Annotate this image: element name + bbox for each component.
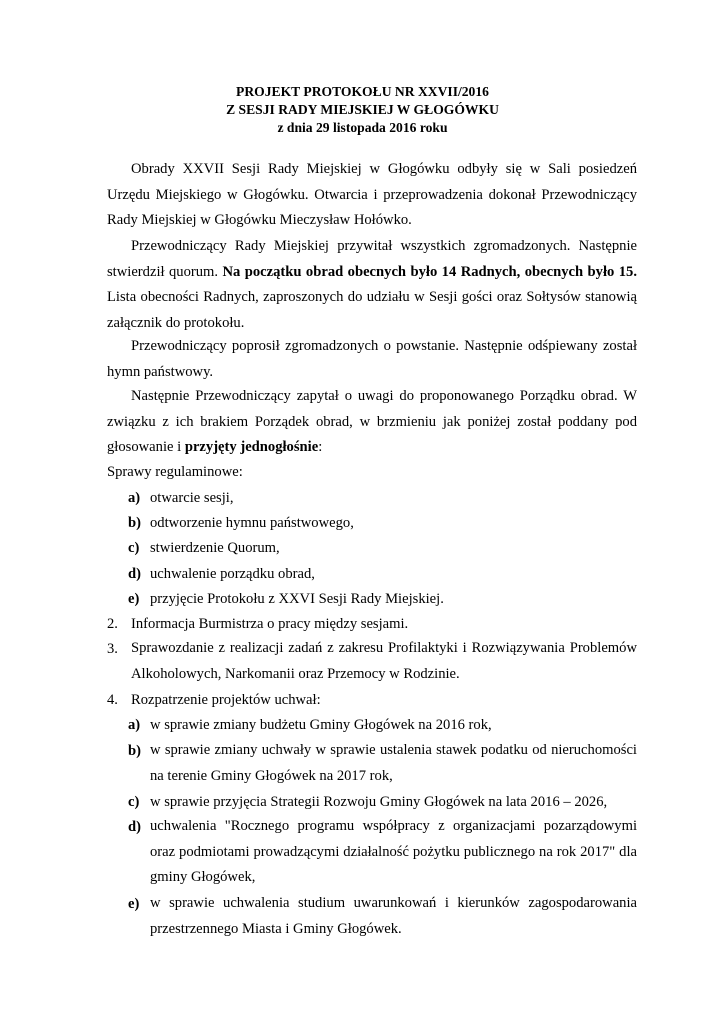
agenda-4a-label: a) [128, 717, 141, 733]
agenda-1c-text: stwierdzenie Quorum, [150, 540, 280, 556]
agenda-4c-text: w sprawie przyjęcia Strategii Rozwoju Gminy Głogówek na lata 2016 – 2026, [150, 794, 608, 810]
agenda-4a-text: w sprawie zmiany budżetu Gminy Głogówek na 2016 rok, [150, 717, 492, 733]
paragraph-anthem: Przewodniczący poprosił zgromadzonych o powstanie. Następnie odśpiewany został hymn państwowy. [107, 338, 637, 380]
agenda-4d-label: d) [128, 819, 141, 835]
title-line-1: PROJEKT PROTOKOŁU NR XXVII/2016 [236, 84, 489, 99]
agenda-item-2-number: 2. [107, 616, 118, 632]
agenda-section-1-label: Sprawy regulaminowe: [107, 464, 243, 480]
agenda-item-2-text: Informacja Burmistrza o pracy między sesjami. [131, 616, 409, 632]
agenda-4d-text: uchwalenia "Rocznego programu współpracy z organizacjami pozarządowymi oraz podmiotami prowadzącymi działalność pożytku publicznego na rok 2017" dla gminy Głogówek, [150, 818, 637, 886]
agenda-4c-label: c) [128, 794, 140, 810]
agenda-4b-text: w sprawie zmiany uchwały w sprawie ustalenia stawek podatku od nieruchomości na terenie Gminy Głogówek na 2017 rok, [150, 742, 637, 784]
agenda-4e-label: e) [128, 896, 140, 912]
paragraph-agenda-vote [107, 384, 637, 461]
agenda-1e-label: e) [128, 591, 140, 607]
agenda-item-4-number: 4. [107, 692, 118, 708]
title-line-2: Z SESJI RADY MIEJSKIEJ W GŁOGÓWKU [226, 102, 499, 117]
agenda-item-4-text: Rozpatrzenie projektów uchwał: [131, 692, 321, 708]
agenda-4e-text: w sprawie uchwalenia studium uwarunkowań i kierunków zagospodarowania przestrzennego Miasta i Gminy Głogówek. [150, 895, 637, 937]
agenda-1e-text: przyjęcie Protokołu z XXVI Sesji Rady Miejskiej. [150, 591, 444, 607]
agenda-1c-label: c) [128, 540, 140, 556]
quorum-attendance-bold: Na początku obrad obecnych było 14 Radnych, obecnych było 15. [222, 263, 637, 280]
agenda-item-3-text: Sprawozdanie z realizacji zadań z zakresu Profilaktyki i Rozwiązywania Problemów Alkoholowych, Narkomanii oraz Przemocy w Rodzinie. [131, 640, 637, 682]
agenda-vote-text-end: : [318, 439, 323, 456]
title-line-3: z dnia 29 listopada 2016 roku [277, 120, 448, 135]
quorum-text-end: Lista obecności Radnych, zaproszonych do udziału w Sesji gości oraz Sołtysów stanowią załącznik do protokołu. [107, 289, 637, 331]
agenda-vote-result-bold: przyjęty jednogłośnie [184, 439, 319, 456]
agenda-item-3-number: 3. [107, 641, 118, 657]
agenda-1b-label: b) [128, 515, 141, 531]
paragraph-opening: Obrady XXVII Sesji Rady Miejskiej w Głogówku odbyły się w Sali posiedzeń Urzędu Miejskiego w Głogówku. Otwarcia i przeprowadzenia dokonał Przewodniczący Rady Miejskiej w Głogówku Mieczysław Hołówko. [107, 161, 637, 229]
quorum-text-start: Przewodniczący Rady Miejskiej przywitał wszystkich zgromadzonych. Następnie stwierdził quorum. [107, 238, 637, 280]
agenda-1b-text: odtworzenie hymnu państwowego, [150, 515, 354, 531]
agenda-1d-text: uchwalenie porządku obrad, [150, 566, 315, 582]
agenda-vote-text-start: Następnie Przewodniczący zapytał o uwagi do proponowanego Porządku obrad. W związku z ich brakiem Porządek obrad, w brzmieniu jak poniżej został poddany pod głosowanie i [107, 388, 637, 456]
paragraph-quorum [107, 234, 637, 336]
agenda-1a-text: otwarcie sesji, [150, 490, 234, 506]
agenda-4b-label: b) [128, 743, 141, 759]
agenda-1a-label: a) [128, 490, 141, 506]
agenda-1d-label: d) [128, 566, 141, 582]
